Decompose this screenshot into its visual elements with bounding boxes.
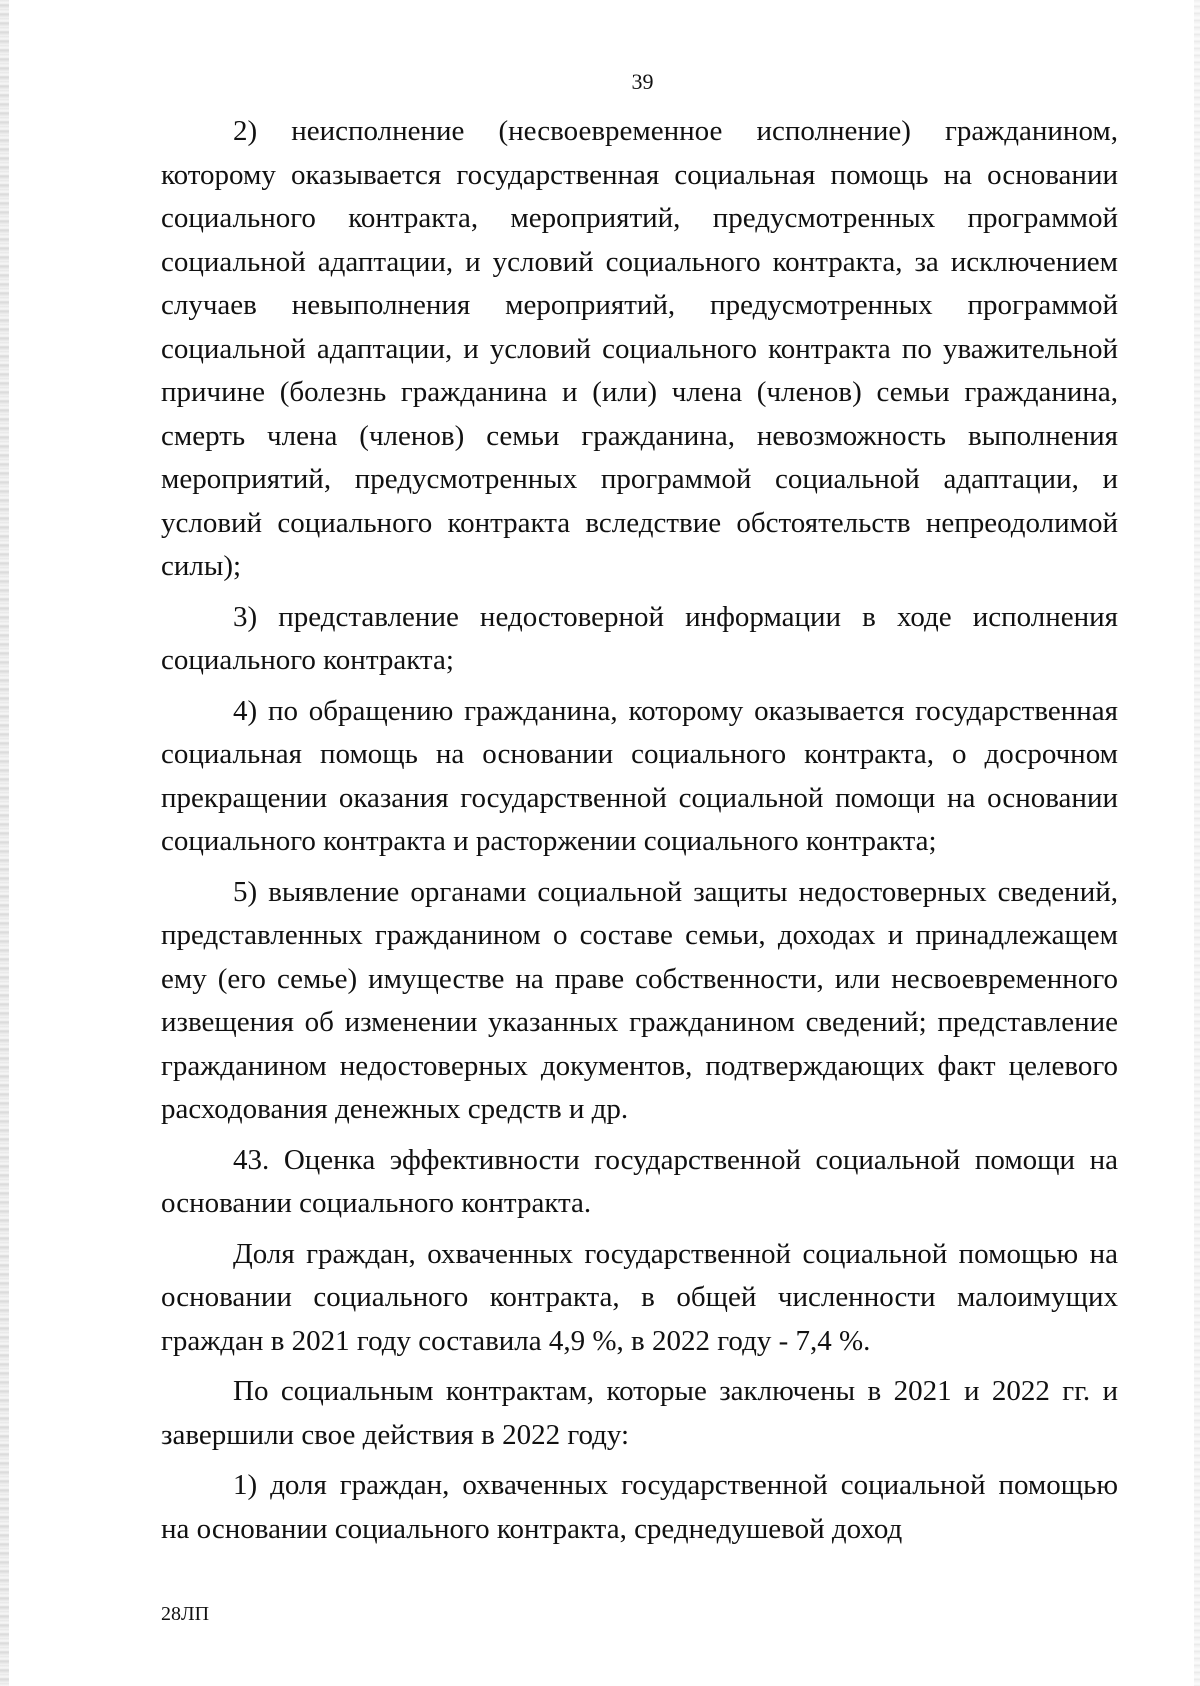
paragraph-item-1: 1) доля граждан, охваченных государственной социальной помощью на основании социального контракта, среднедушевой доход xyxy=(161,1469,1118,1545)
paragraph-share-statistics: Доля граждан, охваченных государственной социальной помощью на основании социального контракта, в общей численности малоимущих граждан в 2021 году составила 4,9 %, в 2022 году - 7,4 %. xyxy=(161,1237,1118,1357)
scan-right-edge xyxy=(1194,0,1200,1686)
scan-left-edge xyxy=(0,0,9,1686)
section-43-heading: 43. Оценка эффективности государственной социальной помощи на основании социального контракта. xyxy=(161,1143,1118,1219)
page-number: 39 xyxy=(631,69,654,94)
paragraph-contracts-intro: По социальным контрактам, которые заключены в 2021 и 2022 гг. и завершили свое действия в 2022 году: xyxy=(161,1375,1118,1451)
paragraph-item-3: 3) представление недостоверной информации в ходе исполнения социального контракта; xyxy=(161,600,1118,676)
footer-document-code: 28ЛП xyxy=(161,1603,210,1625)
paragraph-item-5: 5) выявление органами социальной защиты недостоверных сведений, представленных гражданином о составе семьи, доходах и принадлежащем ему (его семье) имуществе на праве собственности, или несвоевременного извещения об изменении указанных гражданином сведений; представление гражданином недостоверных документов, подтверждающих факт целевого расходования денежных средств и др. xyxy=(161,875,1118,1125)
paragraph-item-2: 2) неисполнение (несвоевременное исполнение) гражданином, которому оказывается государственная социальная помощь на основании социального контракта, мероприятий, предусмотренных программой социальной адаптации, и условий социального контракта, за исключением случаев невыполнения мероприятий, предусмотренных программой социальной адаптации, и условий социального контракта по уважительной причине (болезнь гражданина и (или) члена (членов) семьи гражданина, смерть члена (членов) семьи гражданина, невозможность выполнения мероприятий, предусмотренных программой социальной адаптации, и условий социального контракта вследствие обстоятельств непреодолимой силы); xyxy=(161,115,1118,582)
document-body xyxy=(161,110,1118,1558)
paragraph-item-4: 4) по обращению гражданина, которому оказывается государственная социальная помощь на основании социального контракта, о досрочном прекращении оказания государственной социальной помощи на основании социального контракта и расторжении социального контракта; xyxy=(161,694,1118,857)
